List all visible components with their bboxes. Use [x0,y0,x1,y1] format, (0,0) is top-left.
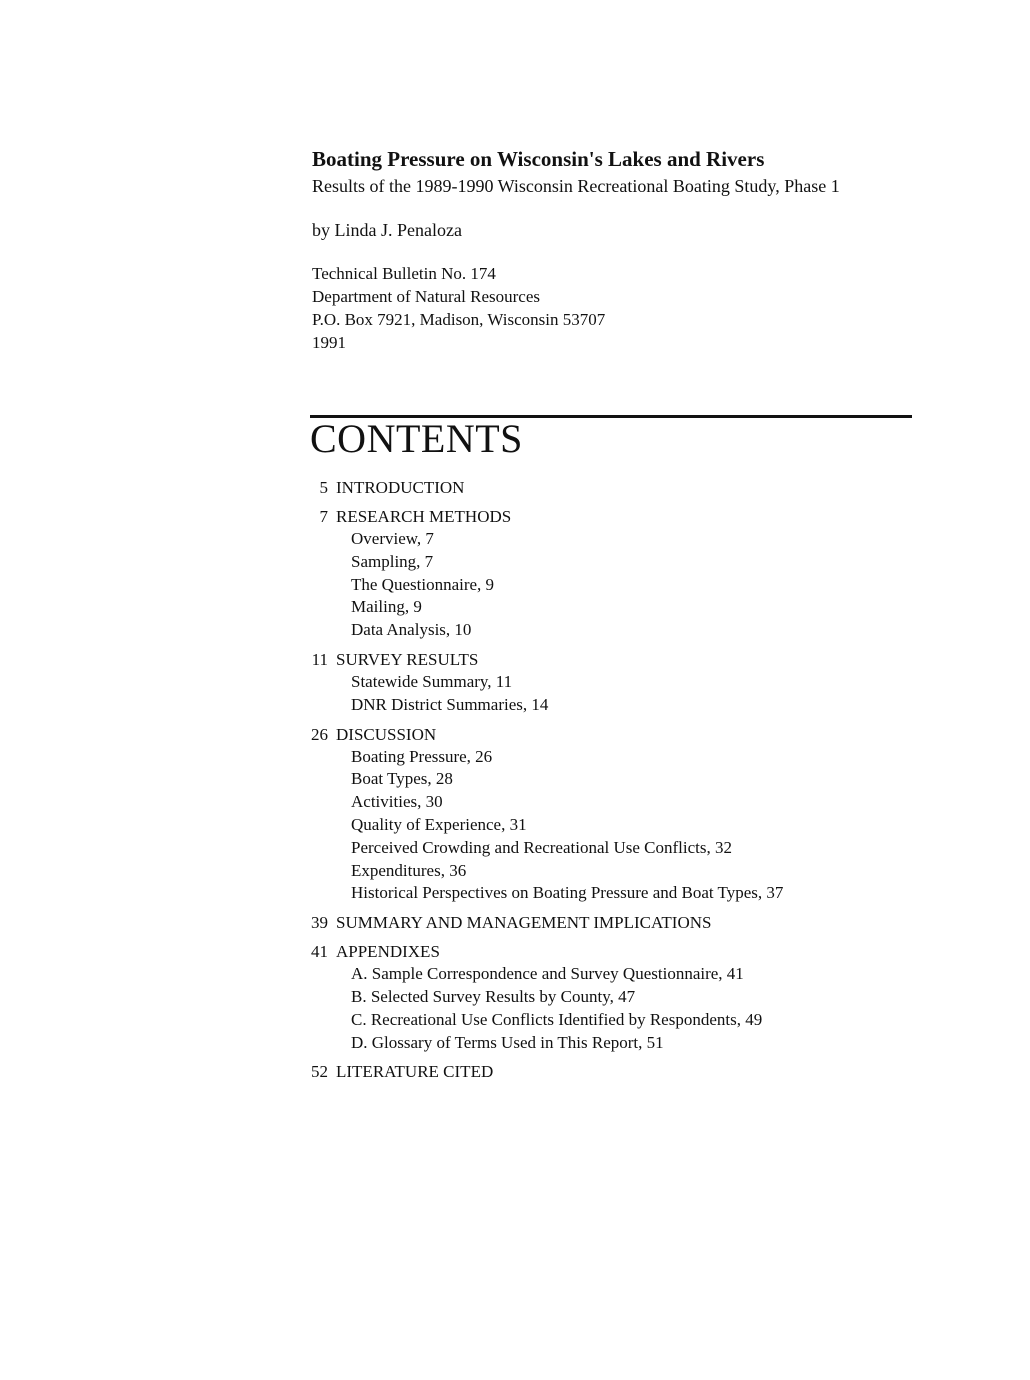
toc-subsection-list [300,671,920,717]
toc-subsection-item[interactable]: Data Analysis, 10 [351,620,472,640]
toc-section-page-number: 7 [319,507,328,526]
toc-section [300,911,920,934]
toc-section-title: LITERATURE CITED [336,1062,494,1082]
toc-section-page-number: 26 [311,724,328,744]
toc-subsection-item[interactable]: Perceived Crowding and Recreational Use Conflicts, 32 [351,837,732,857]
toc-section-page-number: 52 [311,1062,328,1082]
report-subtitle: Results of the 1989-1990 Wisconsin Recreational Boating Study, Phase 1 [312,176,840,196]
toc-subsection-item[interactable]: Overview, 7 [351,529,434,548]
toc-subsection-item[interactable]: Boating Pressure, 26 [351,746,493,766]
toc-subsection-item[interactable]: D. Glossary of Terms Used in This Report, 51 [351,1032,664,1052]
table-of-contents [300,476,920,1089]
toc-subsection-item[interactable]: Statewide Summary, 11 [351,671,513,691]
toc-section-row[interactable] [300,940,920,963]
toc-section-row[interactable] [300,1060,920,1083]
toc-section [300,476,920,499]
report-title: Boating Pressure on Wisconsin's Lakes and Rivers [312,147,765,171]
toc-section-row[interactable] [300,648,920,671]
title-block [312,146,932,354]
toc-subsection-item[interactable]: Sampling, 7 [351,551,434,571]
publication-info [312,262,932,354]
toc-section-title: SUMMARY AND MANAGEMENT IMPLICATIONS [336,913,712,933]
toc-section-page-number: 41 [311,942,328,962]
toc-section-title: SURVEY RESULTS [336,649,479,669]
toc-section [300,940,920,1054]
toc-subsection-item[interactable]: DNR District Summaries, 14 [351,694,549,714]
publisher: Department of Natural Resources [312,287,540,306]
contents-heading: CONTENTS [310,416,523,461]
toc-subsection-list [300,746,920,906]
report-author: by Linda J. Penaloza [312,220,462,240]
toc-subsection-list [300,528,920,642]
toc-section [300,505,920,642]
publisher-address: P.O. Box 7921, Madison, Wisconsin 53707 [312,310,606,329]
toc-section-page-number: 5 [319,478,328,497]
toc-section-title: APPENDIXES [336,942,440,962]
toc-section-page-number: 39 [311,913,328,933]
toc-section-title: INTRODUCTION [336,478,465,497]
toc-subsection-item[interactable]: A. Sample Correspondence and Survey Questionnaire, 41 [351,964,744,984]
toc-section-row[interactable] [300,911,920,934]
publication-year: 1991 [312,333,346,352]
toc-subsection-item[interactable]: Boat Types, 28 [351,769,453,789]
toc-subsection-item[interactable]: Historical Perspectives on Boating Pressure and Boat Types, 37 [351,883,784,903]
toc-subsection-item[interactable]: Quality of Experience, 31 [351,814,527,834]
toc-subsection-list [300,963,920,1054]
toc-section [300,723,920,906]
bulletin-number: Technical Bulletin No. 174 [312,264,496,283]
toc-subsection-item[interactable]: Mailing, 9 [351,597,422,617]
toc-section-page-number: 11 [311,649,328,669]
toc-subsection-item[interactable]: Expenditures, 36 [351,860,467,880]
toc-section-row[interactable] [300,723,920,746]
toc-subsection-item[interactable]: Activities, 30 [351,792,443,812]
toc-section-title: RESEARCH METHODS [336,507,512,526]
toc-section-row[interactable] [300,505,920,528]
toc-subsection-item[interactable]: B. Selected Survey Results by County, 47 [351,986,636,1006]
toc-section-title: DISCUSSION [336,724,437,744]
toc-subsection-item[interactable]: C. Recreational Use Conflicts Identified by Respondents, 49 [351,1009,763,1029]
toc-section [300,1060,920,1083]
toc-subsection-item[interactable]: The Questionnaire, 9 [351,574,495,594]
toc-section [300,648,920,717]
toc-section-row[interactable] [300,476,920,499]
